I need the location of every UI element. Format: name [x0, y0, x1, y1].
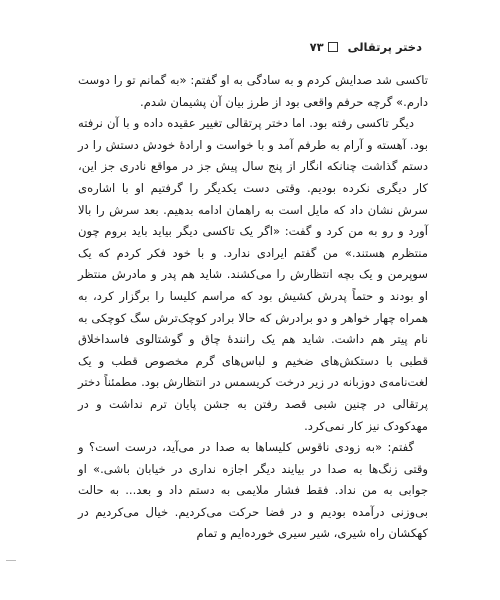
scan-mark: [6, 560, 16, 561]
header-square-ornament: [328, 42, 338, 52]
body-text: [78, 70, 428, 545]
page-number: ۷۳: [309, 40, 324, 54]
paragraph: گفتم: «به زودی ناقوس کلیساها به صدا در می‌آید، درست است؟ و وقتی زنگ‌ها به صدا در بیایند دیگر اجازه نداری در خیابان باشی.» او جوابی به من نداد. فقط فشار ملایمی به دستم داد و بعد... به حالت بی‌وزنی درآمده بودیم و در فضا حرکت می‌کردیم. خیال می‌کردیم در کهکشان راه شیری، شیر سیری خورده‌ایم و تمام: [78, 440, 428, 541]
running-header: [78, 38, 422, 56]
book-title: دختر پرتقالی: [347, 40, 422, 54]
paragraph: دیگر تاکسی رفته بود. اما دختر پرتقالی تغییر عقیده داده و با آن نرفته بود. آهسته و آرام به طرفم آمد و با خواست و ارادهٔ خودش دستش را در دستم گذاشت چنانکه انگار از پنج سال پیش جز در مواقع نادری جز این، کار دیگری نکرده بودیم. وقتی دست یکدیگر را گرفتیم او با اشاره‌ی سرش نشان داد که مایل است به راهمان ادامه بدهیم. بعد سرش را بالا آورد و رو به من کرد و گفت: «اگر یک تاکسی دیگر بیاید باید بروم چون منتظرم هستند.» من گفتم ایرادی ندارد. و با خود فکر کردم که یک سوپرمن و یک بچه انتظارش را می‌کشند. شاید هم پدر و مادرش منتظر او بودند و حتماً پدرش کشیش بود که مراسم کلیسا را برگزار کرد، به همراه چهار خواهر و دو برادرش که حالا برادر کوچک‌ترش سگ کوچکی به نام پیتر هم داشت. شاید هم یک رانندهٔ چاق و گوشتالوی فاسداخلاق قطبی با دستکش‌های ضخیم و لباس‌های گرم مخصوص قطب و یک لغت‌نامه‌ی دوزبانه در زیر درخت کریسمس در انتظارش بود. مطمئناً دختر پرتقالی در چنین شبی قصد رفتن به جشن پایان ترم نداشت و در مهدکودک نیز کار نمی‌کرد.: [78, 116, 428, 433]
paragraph-continuation: تاکسی شد صدایش کردم و به سادگی به او گفتم: «به گمانم تو را دوست دارم.» گرچه حرفم واقعی بود از طرز بیان آن پشیمان شدم.: [78, 73, 428, 109]
